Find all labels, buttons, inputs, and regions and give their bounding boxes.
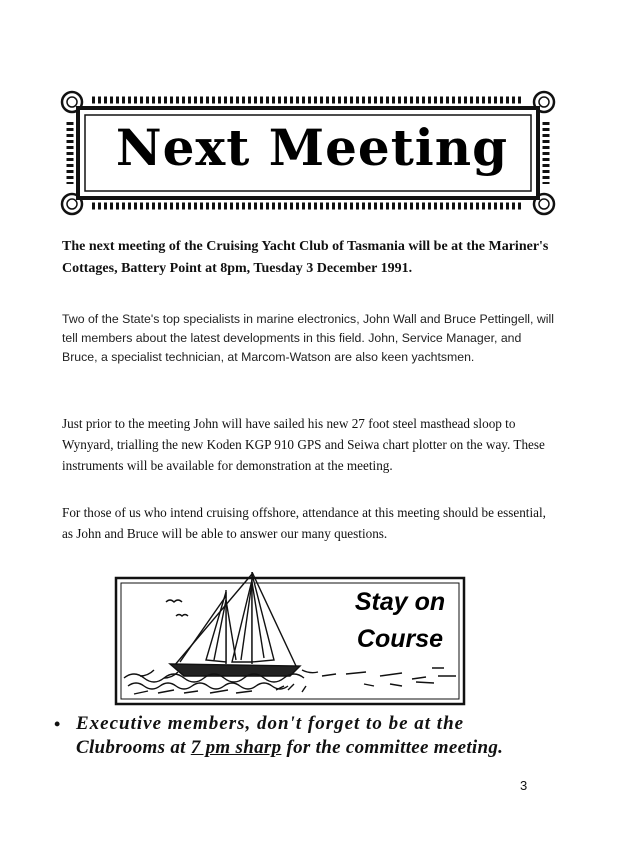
reminder-line-2-end: for the committee meeting. [281,737,504,758]
title-banner [58,88,558,218]
reminder-line-1: Executive members, don't forget to be at the [76,713,465,734]
voyage-paragraph: Just prior to the meeting John will have sailed his new 27 foot steel masthead sloop to Wynyard, trialling the new Koden KGP 910 GPS and Seiwa chart plotter on the way. These instruments will be available for demonstration at the meeting. [62,416,545,473]
page-number: 3 [520,778,528,793]
bullet-icon: • [54,714,61,734]
reminder-line-2-start: Clubrooms at [76,737,191,758]
speakers-paragraph: Two of the State's top specialists in marine electronics, John Wall and Bruce Pettingell, will tell members about the latest developments in this field. John, Service Manager, and Bruce, a specialist technician, at Marcom-Watson are also keen yachtsmen. [62,312,554,364]
meeting-announcement: The next meeting of the Cruising Yacht Club of Tasmania will be at the Mariner's Cottages, Battery Point at 8pm, Tuesday 3 December 1991. [62,239,549,276]
stay-on-text: Stay on [354,588,446,616]
meeting-time: 7 pm sharp [190,737,282,758]
offshore-paragraph: For those of us who intend cruising offshore, attendance at this meeting should be essential, as John and Bruce will be able to answer our many questions. [62,505,546,541]
page-title: Next Meeting [115,118,509,177]
stay-on-course-illustration [114,572,466,706]
reminder-line-2 [76,736,503,760]
course-text: Course [356,625,444,653]
stay-on-course-text [340,584,460,658]
